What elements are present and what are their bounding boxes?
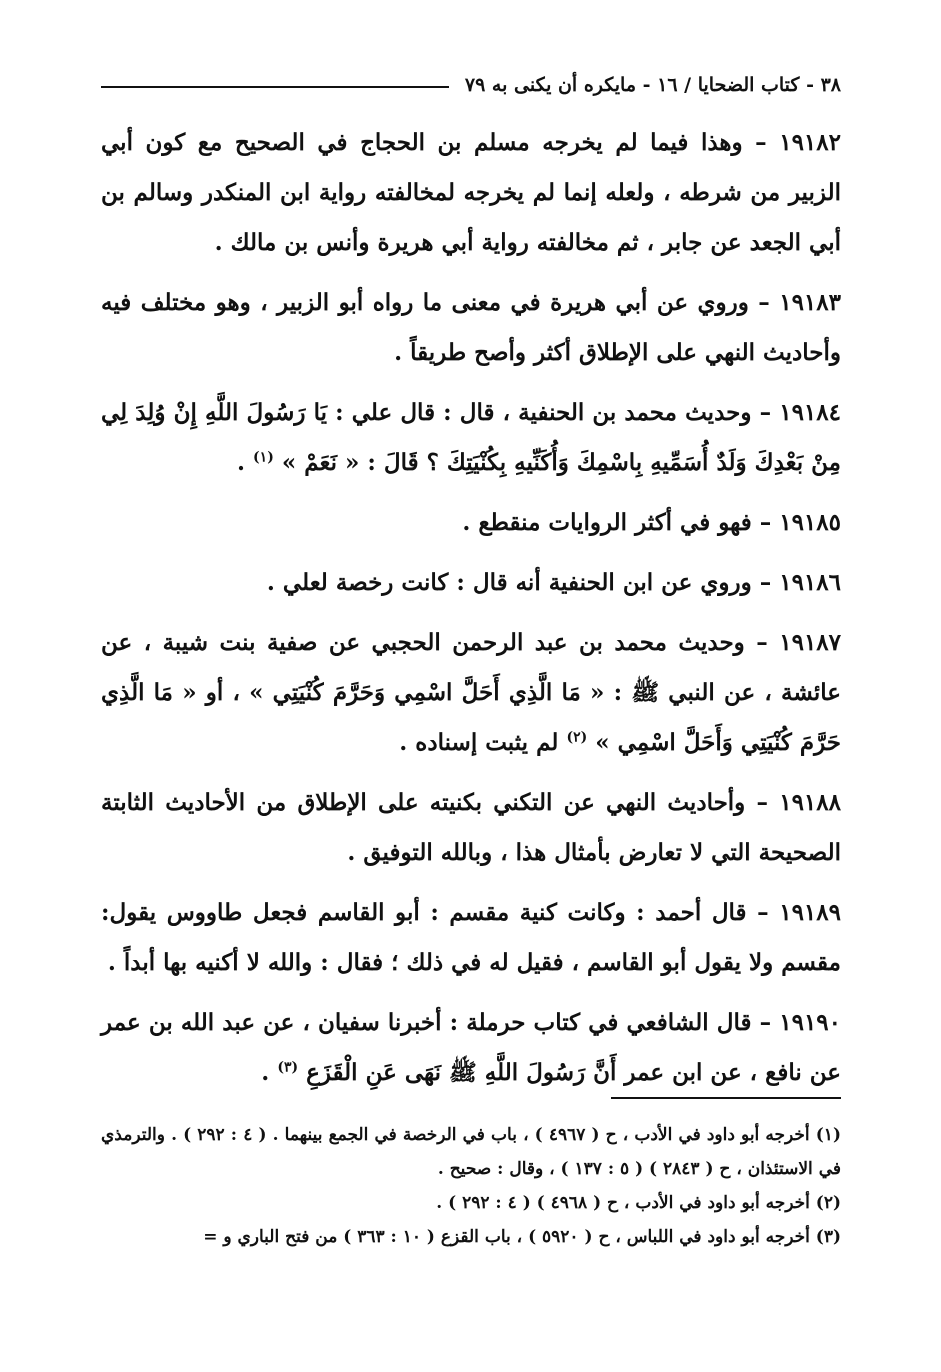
footnote-reference: (٢)	[566, 729, 588, 746]
paragraph-text: وروي عن ابن الحنفية أنه قال : كانت رخصة لعلي .	[266, 569, 752, 596]
footnote-reference: (١)	[253, 449, 274, 466]
paragraph-number: ١٩١٨٥	[779, 509, 841, 536]
paragraph-19188: ١٩١٨٨ – وأحاديث النهي عن التكني بكنيته على الإطلاق من الأحاديث الثابتة الصحيحة التي لا تعارض بأمثال هذا ، وبالله التوفيق .	[101, 789, 841, 866]
paragraph-19185: ١٩١٨٥ – فهو في أكثر الروايات منقطع .	[462, 509, 841, 536]
paragraph-text: وأحاديث النهي عن التكني بكنيته على الإطلاق من الأحاديث الثابتة الصحيحة التي لا تعارض بأمثال هذا ، وبالله التوفيق .	[101, 789, 841, 866]
paragraph-text: فهو في أكثر الروايات منقطع .	[462, 509, 752, 536]
running-header	[101, 68, 841, 102]
paragraph-tail: لم يثبت إسناده .	[399, 729, 559, 756]
paragraph-tail: .	[237, 449, 246, 476]
paragraph-text: وحديث محمد بن عبد الرحمن الحجبي عن صفية بنت شيبة ، عن عائشة ، عن النبي ﷺ : « مَا الَّذِي أَحَلَّ اسْمِي وَحَرَّمَ كُنْيَتِي » ، أو « مَا الَّذِي حَرَّمَ كُنْيَتِي وَأَحَلَّ اسْمِي »	[101, 629, 841, 756]
paragraph-tail: .	[261, 1059, 270, 1086]
paragraph-number: ١٩١٨٨	[779, 789, 841, 816]
paragraph-number: ١٩١٨٣	[779, 289, 841, 316]
paragraph-19189: ١٩١٨٩ – قال أحمد : وكانت كنية مقسم : أبو القاسم فجعل طاووس يقول: مقسم ولا يقول أبو القاسم ، فقيل له في ذلك ؛ فقال : والله لا أكنيه بها أبداً .	[101, 899, 841, 976]
paragraph-text: قال الشافعي في كتاب حرملة : أخبرنا سفيان ، عن عبد الله بن عمر عن نافع ، عن ابن عمر أَنَّ رَسُولَ اللَّهِ ﷺ نَهَى عَنِ الْقَزَعِ	[101, 1009, 841, 1086]
footnote-2: (٢) أخرجه أبو داود في الأدب ، ح ( ٤٩٦٨ ) ( ٤ : ٢٩٢ ) .	[436, 1193, 841, 1213]
running-header-text: ٣٨ - كتاب الضحايا / ١٦ - مايكره أن يكنى به ٧٩	[464, 74, 841, 96]
body-text	[101, 118, 841, 1108]
paragraph-text: وروي عن أبي هريرة في معنى ما رواه أبو الزبير ، وهو مختلف فيه وأحاديث النهي على الإطلاق أكثر وأصح طريقاً .	[101, 289, 841, 366]
header-rule	[101, 86, 449, 88]
paragraph-number: ١٩١٨٧	[779, 629, 842, 656]
paragraph-number: ١٩١٩٠	[779, 1009, 842, 1036]
paragraph-19184: ١٩١٨٤ – وحديث محمد بن الحنفية ، قال : قال علي : يَا رَسُولَ اللَّهِ إِنْ وُلِدَ لِي مِنْ بَعْدِكَ وَلَدٌ أُسَمِّيهِ بِاسْمِكَ وَأُكَنِّيهِ بِكُنْيَتِكَ ؟ قَالَ : « نَعَمْ » $^{(١)}$ .	[101, 399, 841, 476]
paragraph-19190: ١٩١٩٠ – قال الشافعي في كتاب حرملة : أخبرنا سفيان ، عن عبد الله بن عمر عن نافع ، عن ابن عمر أَنَّ رَسُولَ اللَّهِ ﷺ نَهَى عَنِ الْقَزَعِ $^{(٣)}$ .	[101, 1009, 842, 1086]
paragraph-19186: ١٩١٨٦ – وروي عن ابن الحنفية أنه قال : كانت رخصة لعلي .	[266, 569, 841, 596]
footnote-reference: (٣)	[277, 1059, 299, 1076]
paragraph-text: وهذا فيما لم يخرجه مسلم بن الحجاج في الصحيح مع كون أبي الزبير من شرطه ، ولعله إنما لم يخرجه لمخالفته رواية ابن المنكدر وسالم بن أبي الجعد عن جابر ، ثم مخالفته رواية أبي هريرة وأنس بن مالك .	[101, 129, 841, 256]
paragraph-number: ١٩١٨٩	[779, 899, 841, 926]
paragraph-number: ١٩١٨٢	[779, 129, 841, 156]
paragraph-text: وحديث محمد بن الحنفية ، قال : قال علي : يَا رَسُولَ اللَّهِ إِنْ وُلِدَ لِي مِنْ بَعْدِكَ وَلَدٌ أُسَمِّيهِ بِاسْمِكَ وَأُكَنِّيهِ بِكُنْيَتِكَ ؟ قَالَ : « نَعَمْ »	[101, 399, 841, 476]
paragraph-number: ١٩١٨٦	[779, 569, 841, 596]
paragraph-text: قال أحمد : وكانت كنية مقسم : أبو القاسم فجعل طاووس يقول: مقسم ولا يقول أبو القاسم ، فقيل له في ذلك ؛ فقال : والله لا أكنيه بها أبداً .	[101, 899, 841, 976]
footnote-3: (٣) أخرجه أبو داود في اللباس ، ح ( ٥٩٢٠ ) ، باب القزع ( ١٠ : ٣٦٣ ) من فتح الباري و =	[203, 1227, 841, 1247]
paragraph-19187: ١٩١٨٧ – وحديث محمد بن عبد الرحمن الحجبي عن صفية بنت شيبة ، عن عائشة ، عن النبي ﷺ : « مَا الَّذِي أَحَلَّ اسْمِي وَحَرَّمَ كُنْيَتِي » ، أو « مَا الَّذِي حَرَّمَ كُنْيَتِي وَأَحَلَّ اسْمِي » $^{(٢)}$ لم يثبت إسناده .	[101, 629, 842, 756]
paragraph-number: ١٩١٨٤	[779, 399, 841, 426]
footnote-1: (١) أخرجه أبو داود في الأدب ، ح ( ٤٩٦٧ ) ، باب في الرخصة في الجمع بينهما . ( ٤ : ٢٩٢ ) . والترمذي في الاستئذان ، ح ( ٢٨٤٣ ) ( ٥ : ١٣٧ ) ، وقال : صحيح .	[101, 1125, 841, 1179]
footnote-divider	[611, 1097, 841, 1099]
paragraph-19183: ١٩١٨٣ – وروي عن أبي هريرة في معنى ما رواه أبو الزبير ، وهو مختلف فيه وأحاديث النهي على الإطلاق أكثر وأصح طريقاً .	[101, 289, 841, 366]
footnotes	[101, 1118, 841, 1254]
paragraph-19182: ١٩١٨٢ – وهذا فيما لم يخرجه مسلم بن الحجاج في الصحيح مع كون أبي الزبير من شرطه ، ولعله إنما لم يخرجه لمخالفته رواية ابن المنكدر وسالم بن أبي الجعد عن جابر ، ثم مخالفته رواية أبي هريرة وأنس بن مالك .	[101, 129, 841, 256]
